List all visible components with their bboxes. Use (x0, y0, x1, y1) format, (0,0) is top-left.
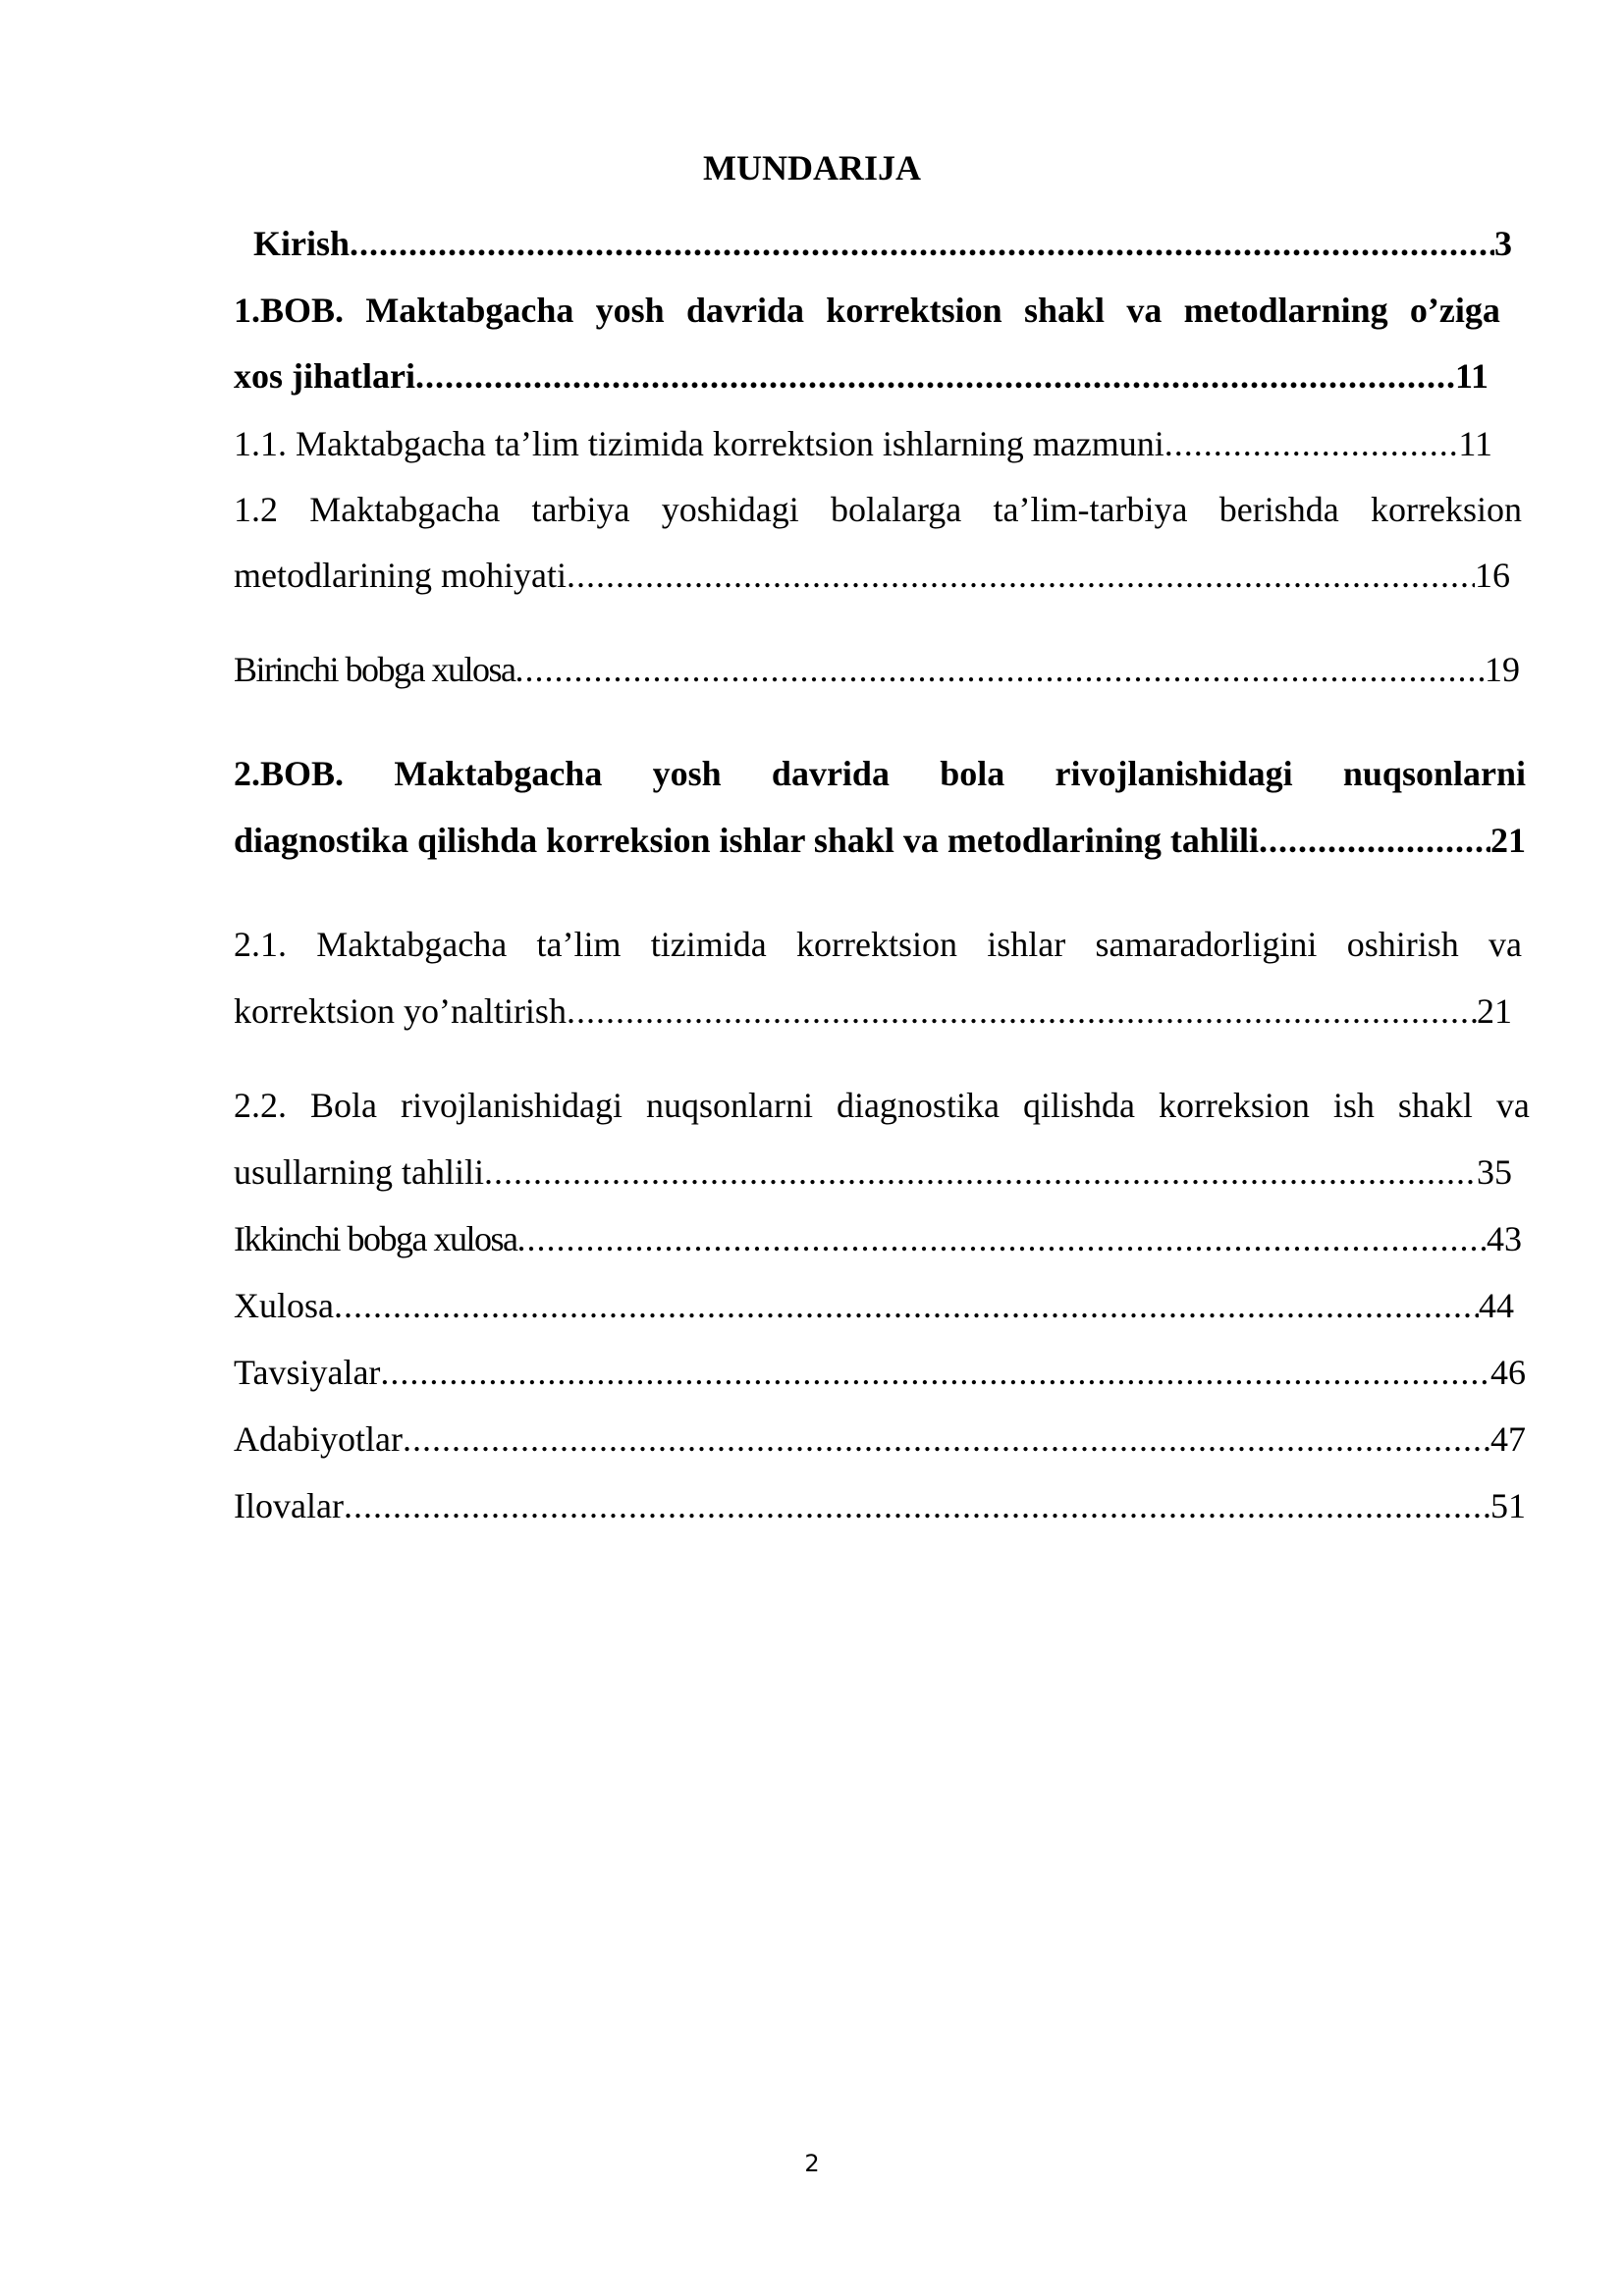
entry-word: rivojlanishidagi (401, 1086, 623, 1125)
heading-word: korrektsion (826, 291, 1002, 330)
toc-chapter2-heading-line2 (234, 819, 1526, 862)
leader-dots (350, 222, 1494, 265)
toc-entry-page: 16 (1475, 556, 1510, 595)
heading-word: 2.BOB. (234, 754, 345, 793)
entry-word: 2.1. (234, 925, 287, 964)
heading-word: metodlarning (1183, 291, 1388, 330)
entry-word: ishlar (987, 925, 1066, 964)
toc-entry-kirish (253, 222, 1512, 265)
toc-entry-label: diagnostika qilishda korreksion ishlar shakl va metodlarining tahlili (234, 821, 1259, 860)
toc-title: MUNDARIJA (703, 148, 921, 187)
toc-entry-label: korrektsion yo’naltirish (234, 991, 567, 1031)
leader-dots (567, 554, 1475, 597)
leader-dots (415, 354, 1455, 398)
entry-word: 1.2 (234, 490, 278, 529)
toc-entry-page: 21 (1490, 821, 1526, 860)
toc-entry-page: 51 (1490, 1486, 1526, 1525)
heading-word: nuqsonlarni (1342, 754, 1526, 793)
toc-entry-adabiyotlar (234, 1417, 1526, 1461)
entry-word: diagnostika (836, 1086, 1000, 1125)
toc-entry-label: Xulosa (234, 1286, 334, 1325)
leader-dots (1164, 422, 1459, 465)
entry-word: va (1495, 1086, 1530, 1125)
toc-entry-page: 11 (1454, 356, 1489, 396)
toc-entry-2-1-line1 (234, 923, 1522, 966)
toc-entry-ilovalar (234, 1484, 1526, 1527)
entry-word: nuqsonlarni (645, 1086, 813, 1125)
toc-chapter2-heading-line1 (234, 752, 1526, 795)
heading-word: Maktabgacha (365, 291, 574, 330)
page-number: 2 (804, 2150, 820, 2177)
heading-word: yosh (595, 291, 665, 330)
leader-dots (380, 1351, 1490, 1394)
toc-entry-label: Ikkinchi bobga xulosa (234, 1219, 517, 1258)
entry-word: qilishda (1022, 1086, 1135, 1125)
leader-dots (403, 1417, 1490, 1461)
entry-word: yoshidagi (661, 490, 799, 529)
heading-word: 1.BOB. (234, 291, 345, 330)
leader-dots (344, 1484, 1490, 1527)
toc-entry-page: 11 (1458, 424, 1492, 463)
heading-word: o’ziga (1409, 291, 1500, 330)
leader-dots (334, 1284, 1479, 1327)
toc-entry-page: 19 (1485, 650, 1520, 689)
toc-entry-tavsiyalar (234, 1351, 1526, 1394)
entry-word: korrektsion (795, 925, 957, 964)
entry-word: va (1489, 925, 1522, 964)
entry-word: berishda (1218, 490, 1339, 529)
leader-dots (484, 1150, 1477, 1194)
toc-entry-label: Adabiyotlar (234, 1419, 403, 1459)
entry-word: Bola (310, 1086, 377, 1125)
entry-word: 2.2. (234, 1086, 287, 1125)
heading-word: Maktabgacha (394, 754, 603, 793)
toc-entry-page: 46 (1490, 1353, 1526, 1392)
entry-word: Maktabgacha (316, 925, 508, 964)
toc-entry-2-2-line1 (234, 1084, 1530, 1127)
entry-word: bolalarga (830, 490, 962, 529)
toc-entry-label: Ilovalar (234, 1486, 344, 1525)
leader-dots (1259, 819, 1490, 862)
toc-entry-page: 44 (1479, 1286, 1514, 1325)
heading-word: rivojlanishidagi (1055, 754, 1293, 793)
toc-entry-page: 3 (1494, 224, 1512, 263)
leader-dots (516, 1217, 1487, 1260)
toc-entry-1-2-line1 (234, 488, 1522, 531)
toc-entry-xulosa (234, 1284, 1514, 1327)
entry-word: ta’lim-tarbiya (993, 490, 1188, 529)
entry-word: korreksion (1158, 1086, 1310, 1125)
entry-word: samaradorligini (1095, 925, 1318, 964)
heading-word: davrida (685, 291, 804, 330)
toc-entry-2-1-line2 (234, 989, 1512, 1033)
toc-chapter1-heading-line2 (234, 354, 1489, 398)
leader-dots (514, 648, 1485, 691)
toc-entry-chapter2-conclusion (234, 1217, 1522, 1260)
toc-entry-page: 47 (1490, 1419, 1526, 1459)
toc-entry-label: Kirish (253, 224, 351, 263)
toc-chapter1-heading-line1 (234, 289, 1500, 332)
entry-word: tarbiya (531, 490, 630, 529)
toc-entry-1-1 (234, 422, 1492, 465)
toc-entry-page: 43 (1487, 1219, 1522, 1258)
heading-word: yosh (652, 754, 722, 793)
toc-entry-label: usullarning tahlili (234, 1152, 484, 1192)
leader-dots (567, 989, 1477, 1033)
entry-word: shakl (1397, 1086, 1473, 1125)
toc-entry-1-2-line2 (234, 554, 1510, 597)
entry-word: Maktabgacha (309, 490, 501, 529)
toc-entry-label: 1.1. Maktabgacha ta’lim tizimida korrektsion ishlarning mazmuni (234, 424, 1164, 463)
toc-entry-label: Tavsiyalar (234, 1353, 381, 1392)
entry-word: korreksion (1371, 490, 1522, 529)
entry-word: tizimida (650, 925, 767, 964)
toc-entry-2-2-line2 (234, 1150, 1512, 1194)
heading-word: shakl (1023, 291, 1106, 330)
entry-word: ish (1332, 1086, 1375, 1125)
heading-word: va (1126, 291, 1163, 330)
toc-entry-chapter1-conclusion (234, 648, 1520, 691)
toc-entry-page: 21 (1477, 991, 1512, 1031)
entry-word: oshirish (1346, 925, 1459, 964)
heading-word: davrida (771, 754, 890, 793)
entry-word: ta’lim (536, 925, 622, 964)
heading-word: bola (940, 754, 1005, 793)
toc-entry-label: xos jihatlari (234, 356, 415, 396)
toc-entry-page: 35 (1477, 1152, 1512, 1192)
toc-entry-label: Birinchi bobga xulosa (234, 650, 515, 689)
toc-entry-label: metodlarining mohiyati (234, 556, 567, 595)
